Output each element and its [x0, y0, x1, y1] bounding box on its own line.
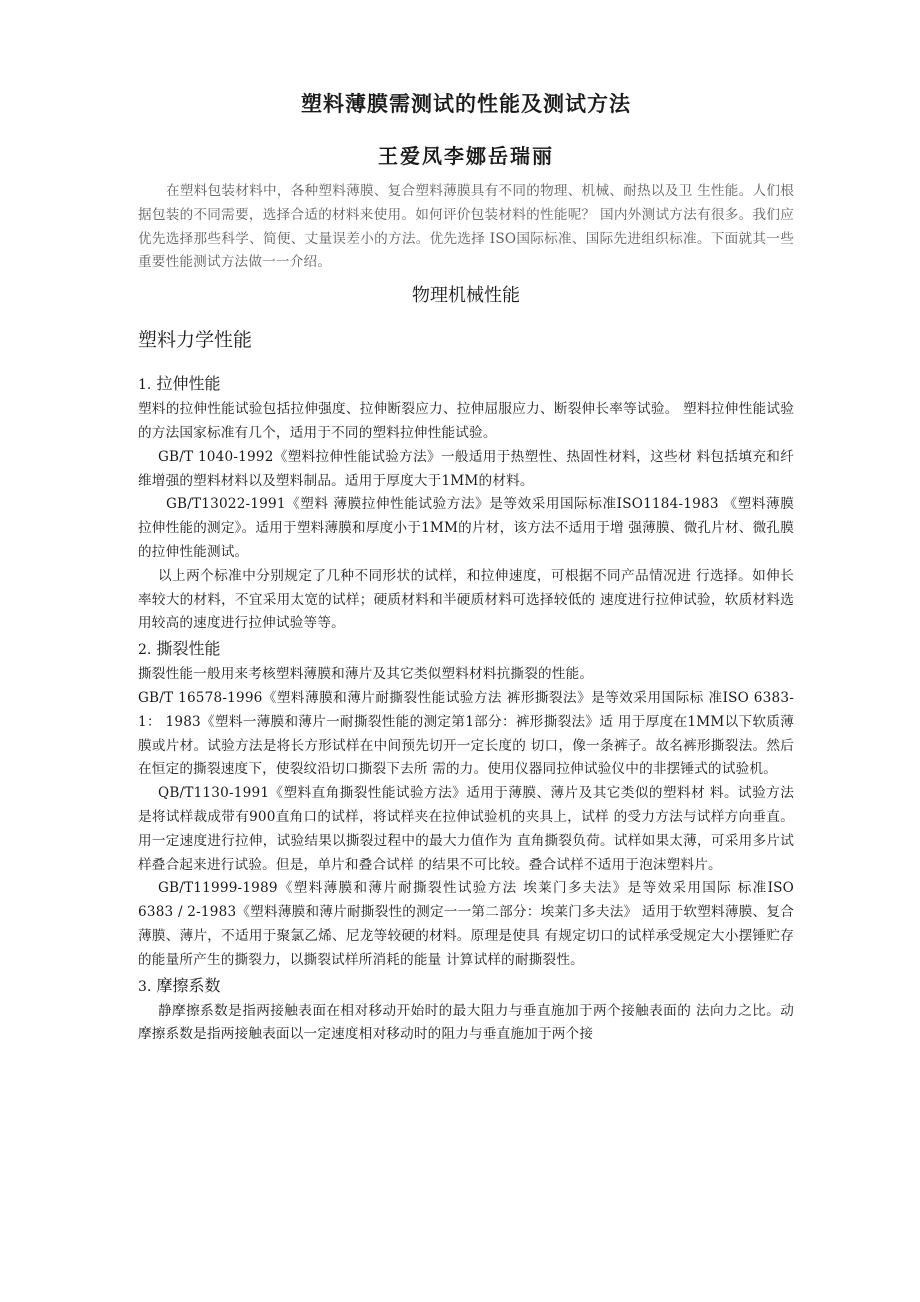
intro-paragraph: 在塑料包装材料中，各种塑料薄膜、复合塑料薄膜具有不同的物理、机械、耐热以及卫 生性能。人们根据包装的不同需要，选择合适的材料来使用。如何评价包装材料的性能呢？ 国内外测试方法有很多。我们应优先选择那些科学、简便、丈量误差小的方法。优先选择 ISO国际标准、国际先进组织标准。下面就其一些重要性能测试方法做一一介绍。	[138, 183, 794, 271]
subsection-heading-tear	[138, 636, 794, 663]
document-page	[138, 88, 794, 1047]
subsection-heading-friction	[138, 973, 794, 1000]
paragraph: 静摩擦系数是指两接触表面在相对移动开始时的最大阻力与垂直施加于两个接触表面的 法向力之比。动摩擦系数是指两接触表面以一定速度相对移动时的阻力与垂直施加于两个接	[138, 1002, 794, 1043]
subsection-title: 撕裂性能	[156, 639, 221, 659]
subsection-number: 3.	[138, 978, 152, 995]
subsection-title: 摩擦系数	[156, 975, 221, 995]
paragraph: QB/T1130-1991《塑料直角撕裂性能试验方法》适用于薄膜、薄片及其它类似的塑料材 料。试验方法是将试样裁成带有900直角口的试样，将试样夹在拉伸试验机的夹具上，试样 的受力方法与试样方向垂直。用一定速度进行拉伸，试验结果以撕裂过程中的最大力值作为 直角撕裂负荷。试样如果太薄，可采用多片试样叠合起来进行试验。但是，单片和叠合试样 的结果不可比较。叠合试样不适用于泡沫塑料片。	[138, 785, 794, 873]
paragraph: GB/T13022-1991《塑料 薄膜拉伸性能试验方法》是等效采用国际标准ISO1184-1983 《塑料薄膜拉伸性能的测定》。适用于塑料薄膜和厚度小于1MM的片材，该方法不适用于增 强薄膜、微孔片材、微孔膜的拉伸性能测试。	[138, 496, 794, 560]
paragraph: 以上两个标准中分别规定了几种不同形状的试样，和拉伸速度，可根据不同产品情况进 行选择。如伸长率较大的材料，不宜采用太宽的试样；硬质材料和半硬质材料可选择较低的 速度进行拉伸试验，软质材料选用较高的速度进行拉伸试验等等。	[138, 567, 794, 632]
paragraph: GB/T11999-1989《塑料薄膜和薄片耐撕裂性试验方法 埃莱门多夫法》是等效采用国际 标准ISO 6383 / 2-1983《塑料薄膜和薄片耐撕裂性的测定一一第二部分：埃莱门多夫法》 适用于软塑料薄膜、复合薄膜、薄片，不适用于聚氯乙烯、尼龙等较硬的材料。原理是使具 有规定切口的试样承受规定大小摆锤贮存的能量所产生的撕裂力，以撕裂试样所消耗的能量 计算试样的耐撕裂性。	[138, 880, 794, 968]
paragraph: 撕裂性能一般用来考核塑料薄膜和薄片及其它类似塑料材料抗撕裂的性能。	[138, 666, 594, 683]
document-title: 塑料薄膜需测试的性能及测试方法	[301, 91, 631, 116]
subsection-heading-tensile	[138, 371, 794, 398]
paragraph: 塑料的拉伸性能试验包括拉伸强度、拉伸断裂应力、拉伸屈服应力、断裂伸长率等试验。 塑料拉伸性能试验的方法国家标准有几个，适用于不同的塑料拉伸性能试验。	[138, 401, 794, 441]
section-heading-physical: 物理机械性能	[412, 285, 520, 307]
subsection-number: 2.	[138, 642, 152, 659]
subsection-number: 1.	[138, 377, 152, 394]
paragraph: GB/T 16578-1996《塑料薄膜和薄片耐撕裂性能试验方法 裤形撕裂法》是等效采用国际标 准ISO 6383-1： 1983《塑料一薄膜和薄片一耐撕裂性能的测定第1部分：裤形撕裂法》适 用于厚度在1MM以下软质薄膜或片材。试验方法是将长方形试样在中间预先切开一定长度的 切口，像一条裤子。故名裤形撕裂法。然后在恒定的撕裂速度下，使裂纹沿切口撕裂下去所 需的力。使用仪器同拉伸试验仪中的非摆锤式的试验机。	[138, 689, 794, 778]
paragraph: GB/T 1040-1992《塑料拉伸性能试验方法》一般适用于热塑性、热固性材料，这些材 料包括填充和纤维增强的塑料材料以及塑料制品。适用于厚度大于1MM的材料。	[138, 448, 794, 489]
document-authors: 王爱凤李娜岳瑞丽	[378, 144, 554, 168]
section-heading-mechanics: 塑料力学性能	[138, 329, 253, 352]
subsection-title: 拉伸性能	[156, 374, 221, 394]
